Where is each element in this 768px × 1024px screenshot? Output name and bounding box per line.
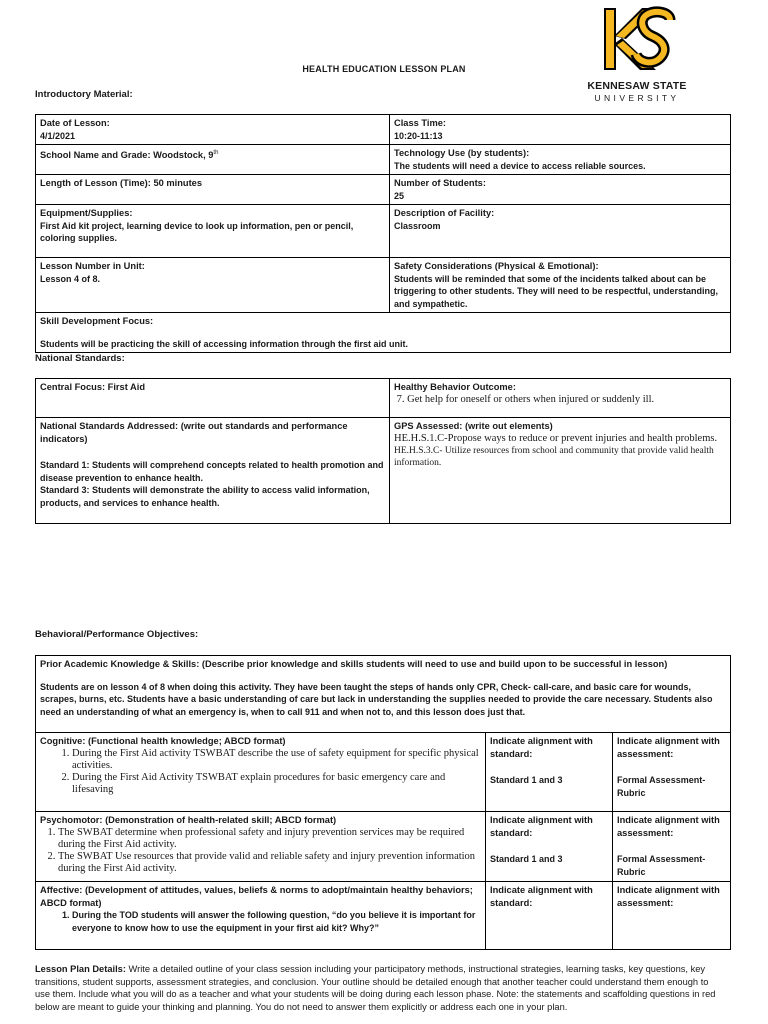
section-heading-national: National Standards: xyxy=(35,353,125,364)
technology-value: The students will need a device to access reliable sources. xyxy=(394,160,646,171)
affective-label: Affective: (Development of attitudes, values, beliefs & norms to adopt/maintain healthy behaviors; ABCD format) xyxy=(40,885,473,908)
cognitive-cell xyxy=(36,733,486,812)
school-cell xyxy=(36,145,390,175)
cognitive-assessment-value: Formal Assessment- Rubric xyxy=(617,775,706,798)
list-item: 2. During the First Aid Activity TSWBAT explain procedures for basic emergency care and lifesaving xyxy=(72,772,481,796)
gps-element-1: HE.H.S.1.C-Propose ways to reduce or prevent injuries and health problems. xyxy=(394,432,718,444)
central-focus-cell xyxy=(36,379,390,418)
facility-cell xyxy=(390,205,731,258)
psychomotor-cell xyxy=(36,812,486,882)
date-label: Date of Lesson: xyxy=(40,118,110,128)
class-time-value: 10:20-11:13 xyxy=(394,130,443,141)
align-assessment-label: Indicate alignment with assessment: xyxy=(617,885,720,908)
length-cell xyxy=(36,175,390,205)
logo-wordmark-bottom: UNIVERSITY xyxy=(594,93,680,103)
school-text: School Name and Grade: Woodstock, 9 xyxy=(40,150,214,161)
class-time-cell xyxy=(390,115,731,145)
align-assessment-label: Indicate alignment with assessment: xyxy=(617,736,720,759)
affective-cell xyxy=(36,882,486,950)
num-students-cell xyxy=(390,175,731,205)
prior-knowledge-label: Prior Academic Knowledge & Skills: (Describe prior knowledge and skills students will need to use and build upon to be successful in lesson) xyxy=(40,659,668,669)
healthy-behavior-cell xyxy=(390,379,731,418)
technology-cell xyxy=(390,145,731,175)
align-standard-label: Indicate alignment with standard: xyxy=(490,736,593,759)
psychomotor-list xyxy=(40,827,481,875)
standard-1 xyxy=(40,459,385,484)
school-superscript: th xyxy=(213,150,219,156)
cognitive-label: Cognitive: (Functional health knowledge; ABCD format) xyxy=(40,736,286,746)
skill-focus-label: Skill Development Focus: xyxy=(40,316,154,326)
affective-standard-cell xyxy=(486,882,613,950)
align-standard-label: Indicate alignment with standard: xyxy=(490,885,593,908)
date-value: 4/1/2021 xyxy=(40,130,76,141)
length-text: Length of Lesson (Time): 50 minutes xyxy=(40,178,203,188)
list-item: 1. The SWBAT determine when professional safety and injury prevention services may be required during the First Aid activity. xyxy=(58,827,481,851)
healthy-behavior-label: Healthy Behavior Outcome: xyxy=(394,382,516,392)
lesson-number-value: Lesson 4 of 8. xyxy=(40,273,101,284)
central-focus-text: Central Focus: First Aid xyxy=(40,382,146,392)
equipment-cell xyxy=(36,205,390,258)
skill-focus-cell xyxy=(36,313,731,353)
prior-knowledge-text: Students are on lesson 4 of 8 when doing this activity. They have been taught the steps of hands only CPR, Check- call-care, and basic care for wounds, scrapes, burns, etc. Students have a basic understanding of care but lack in understanding the supplies needed to provide the care necessary. Students also need an understanding of what an emergency is, when to call 911 and when not to, and this lesson does just that. xyxy=(40,681,713,717)
healthy-behavior-value: 7. Get help for oneself or others when injured or suddenly ill. xyxy=(394,393,655,405)
standards-addressed-label: National Standards Addressed: (write out standards and performance indicators) xyxy=(40,421,348,444)
facility-value: Classroom xyxy=(394,220,441,231)
cognitive-standard-value: Standard 1 and 3 xyxy=(490,775,563,785)
safety-value: Students will be reminded that some of the incidents talked about can be triggering to other students. They will need to be respectful, understanding, and sympathetic. xyxy=(394,273,719,309)
lesson-plan-details xyxy=(35,963,725,1013)
class-time-label: Class Time: xyxy=(394,118,447,128)
section-heading-objectives: Behavioral/Performance Objectives: xyxy=(35,629,199,640)
affective-assessment-cell xyxy=(613,882,731,950)
cognitive-list xyxy=(40,748,481,796)
facility-label: Description of Facility: xyxy=(394,208,495,218)
standards-addressed-cell xyxy=(36,418,390,524)
cognitive-assessment-cell xyxy=(613,733,731,812)
lesson-number-cell xyxy=(36,258,390,313)
gps-cell xyxy=(390,418,731,524)
technology-label: Technology Use (by students): xyxy=(394,148,530,158)
safety-cell xyxy=(390,258,731,313)
psychomotor-standard-value: Standard 1 and 3 xyxy=(490,854,563,864)
details-text: Write a detailed outline of your class session including your participatory methods, instructional strategies, learning tasks, key questions, key transitions, student supports, assessment strategies, and conclusion. Your outline should be detailed enough that another teacher could understand them enough to use them. Include what you will do as a teacher and what your students will be doing during each lesson phase. Note: the statements and scaffolding questions in red below are meant to guide your thinking and planning. You do not need to answer them explicitly or address each one in your plan. xyxy=(35,964,716,1012)
document-title: HEALTH EDUCATION LESSON PLAN xyxy=(302,64,466,74)
kennesaw-state-logo xyxy=(586,6,688,102)
align-standard-label: Indicate alignment with standard: xyxy=(490,815,593,838)
standard-1-label: Standard 1: xyxy=(40,460,90,470)
psychomotor-standard-cell xyxy=(486,812,613,882)
lesson-number-label: Lesson Number in Unit: xyxy=(40,261,145,271)
standard-3: Standard 3: Students will demonstrate the ability to access valid information, products, and services to enhance health. xyxy=(40,485,370,508)
logo-wordmark-top: KENNESAW STATE xyxy=(587,80,687,92)
gps-element-2: HE.H.S.3.C- Utilize resources from school and community that provide valid health information. xyxy=(394,445,714,468)
details-label: Lesson Plan Details: xyxy=(35,964,126,974)
align-assessment-label: Indicate alignment with assessment: xyxy=(617,815,720,838)
objectives-table xyxy=(35,655,731,950)
safety-label: Safety Considerations (Physical & Emotional): xyxy=(394,261,599,271)
affective-list xyxy=(40,909,481,934)
date-cell xyxy=(36,115,390,145)
psychomotor-assessment-cell xyxy=(613,812,731,882)
list-item: 2. The SWBAT Use resources that provide valid and reliable safety and injury prevention information during the First Aid activity. xyxy=(58,851,481,875)
national-standards-table xyxy=(35,378,731,524)
equipment-label: Equipment/Supplies: xyxy=(40,208,133,218)
psychomotor-label: Psychomotor: (Demonstration of health-related skill; ABCD format) xyxy=(40,815,337,825)
skill-focus-value: Students will be practicing the skill of accessing information through the first aid unit. xyxy=(40,338,409,349)
num-students-label: Number of Students: xyxy=(394,178,486,188)
gps-label: GPS Assessed: (write out elements) xyxy=(394,421,553,431)
standard-1-text: Students will comprehend concepts related to health promotion and disease prevention to enhance health. xyxy=(40,460,384,483)
prior-knowledge-cell xyxy=(36,656,731,733)
cognitive-standard-cell xyxy=(486,733,613,812)
list-item: 1. During the TOD students will answer the following question, “do you believe it is important for everyone to know how to use the equipment in your first aid kit? Why?” xyxy=(72,909,481,934)
num-students-value: 25 xyxy=(394,190,405,201)
psychomotor-assessment-value: Formal Assessment- Rubric xyxy=(617,854,706,877)
list-item: 1. During the First Aid activity TSWBAT describe the use of safety equipment for specific physical activities. xyxy=(72,748,481,772)
introductory-table xyxy=(35,114,731,353)
section-heading-introductory: Introductory Material: xyxy=(35,89,133,100)
equipment-value: First Aid kit project, learning device to look up information, pen or pencil, coloring supplies. xyxy=(40,220,354,243)
